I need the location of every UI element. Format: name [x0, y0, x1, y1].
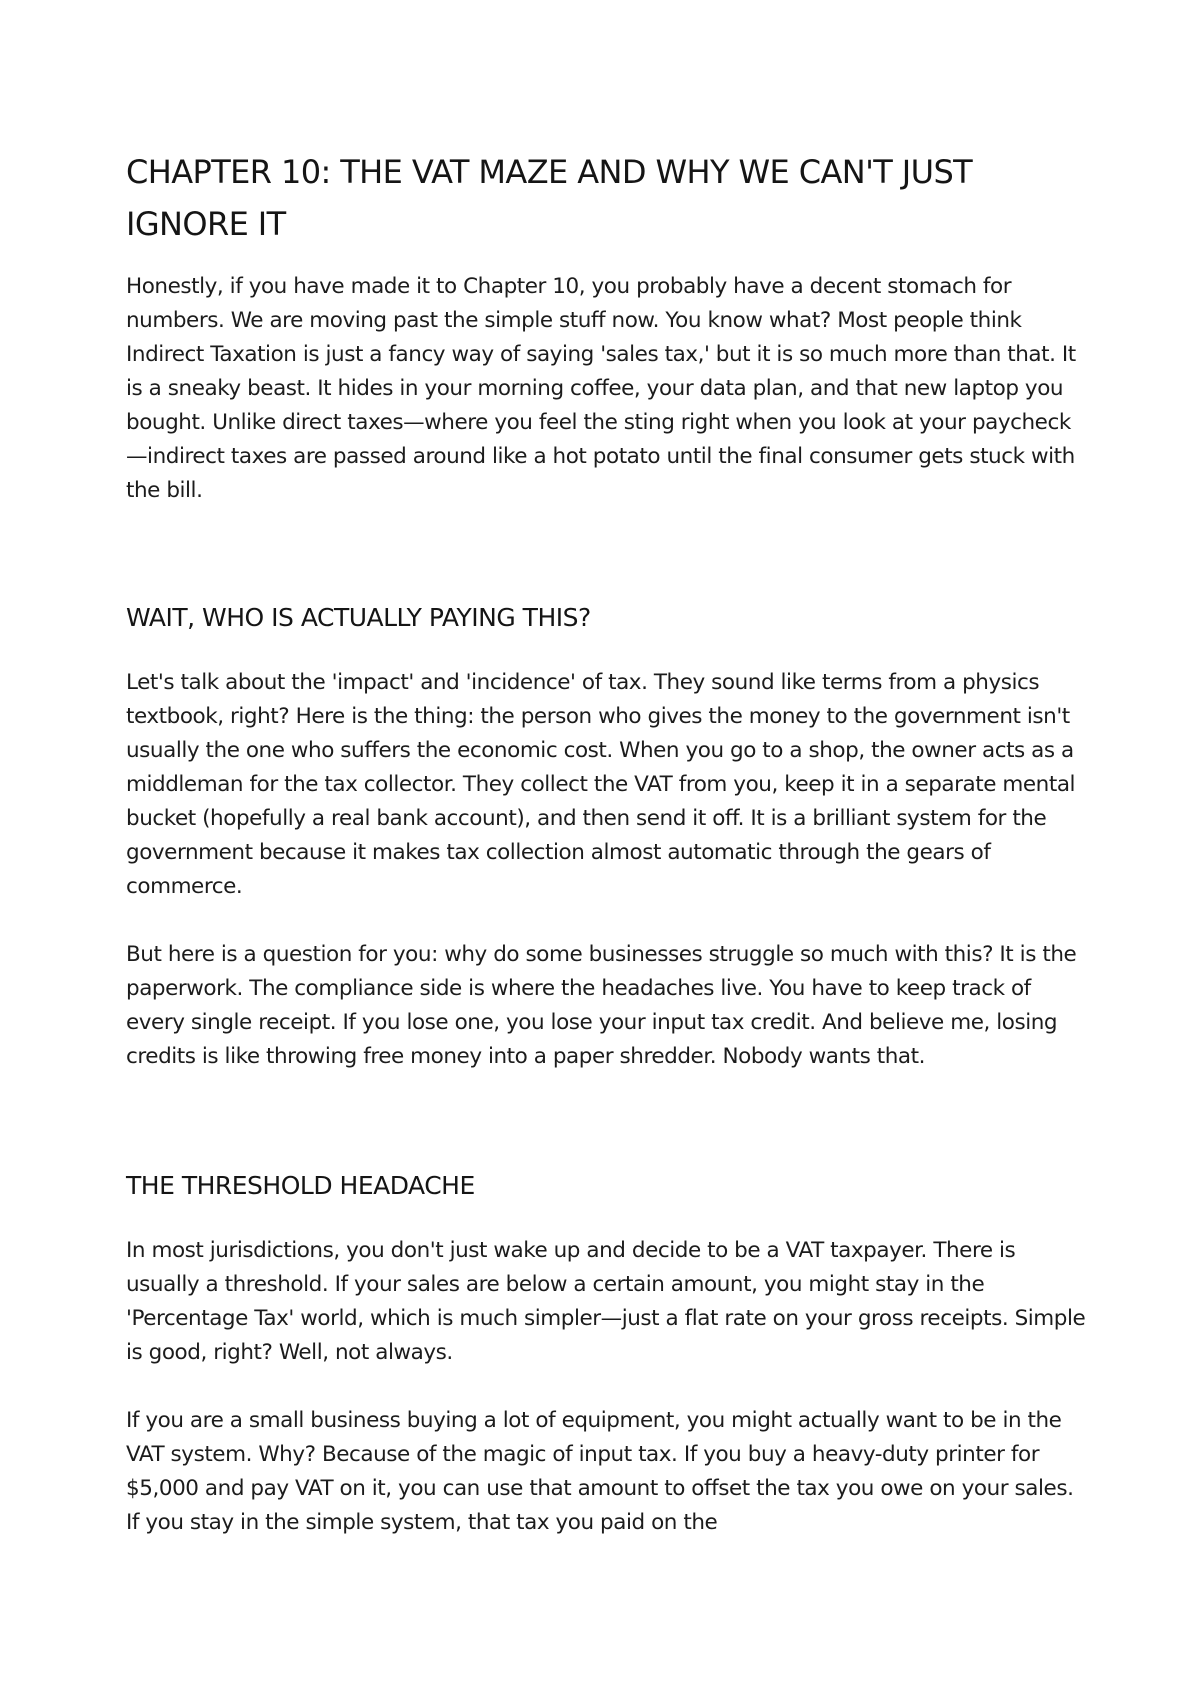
document-page: [126, 146, 1086, 1540]
section-heading-who-is-paying: WAIT, WHO IS ACTUALLY PAYING THIS?: [126, 603, 591, 632]
section-heading-threshold: THE THRESHOLD HEADACHE: [126, 1171, 475, 1200]
paragraph-threshold: In most jurisdictions, you don't just wake up and decide to be a VAT taxpayer. There is usually a threshold. If your sales are below a certain amount, you might stay in the 'Percentage Tax' world, which is much simpler—just a flat rate on your gross receipts. Simple is good, right? Well, not always.: [126, 1238, 1086, 1365]
paragraph-impact-incidence: Let's talk about the 'impact' and 'incidence' of tax. They sound like terms from a physics textbook, right? Here is the thing: the person who gives the money to the government isn't usually the one who suffers the economic cost. When you go to a shop, the owner acts as a middleman for the tax collector. They collect the VAT from you, keep it in a separate mental bucket (hopefully a real bank account), and then send it off. It is a brilliant system for the government because it makes tax collection almost automatic through the gears of commerce.: [126, 670, 1076, 899]
paragraph-input-tax: If you are a small business buying a lot of equipment, you might actually want to be in the VAT system. Why? Because of the magic of input tax. If you buy a heavy-duty printer for $5,000 and pay VAT on it, you can use that amount to offset the tax you owe on your sales. If you stay in the simple system, that tax you paid on the: [126, 1408, 1074, 1535]
intro-paragraph: Honestly, if you have made it to Chapter 10, you probably have a decent stomach for numbers. We are moving past the simple stuff now. You know what? Most people think Indirect Taxation is just a fancy way of saying 'sales tax,' but it is so much more than that. It is a sneaky beast. It hides in your morning coffee, your data plan, and that new laptop you bought. Unlike direct taxes—where you feel the sting right when you look at your paycheck—indirect taxes are passed around like a hot potato until the final consumer gets stuck with the bill.: [126, 274, 1076, 503]
chapter-title: CHAPTER 10: THE VAT MAZE AND WHY WE CAN'T JUST IGNORE IT: [126, 153, 973, 243]
paragraph-paperwork: But here is a question for you: why do some businesses struggle so much with this? It is the paperwork. The compliance side is where the headaches live. You have to keep track of every single receipt. If you lose one, you lose your input tax credit. And believe me, losing credits is like throwing free money into a paper shredder. Nobody wants that.: [126, 942, 1077, 1069]
